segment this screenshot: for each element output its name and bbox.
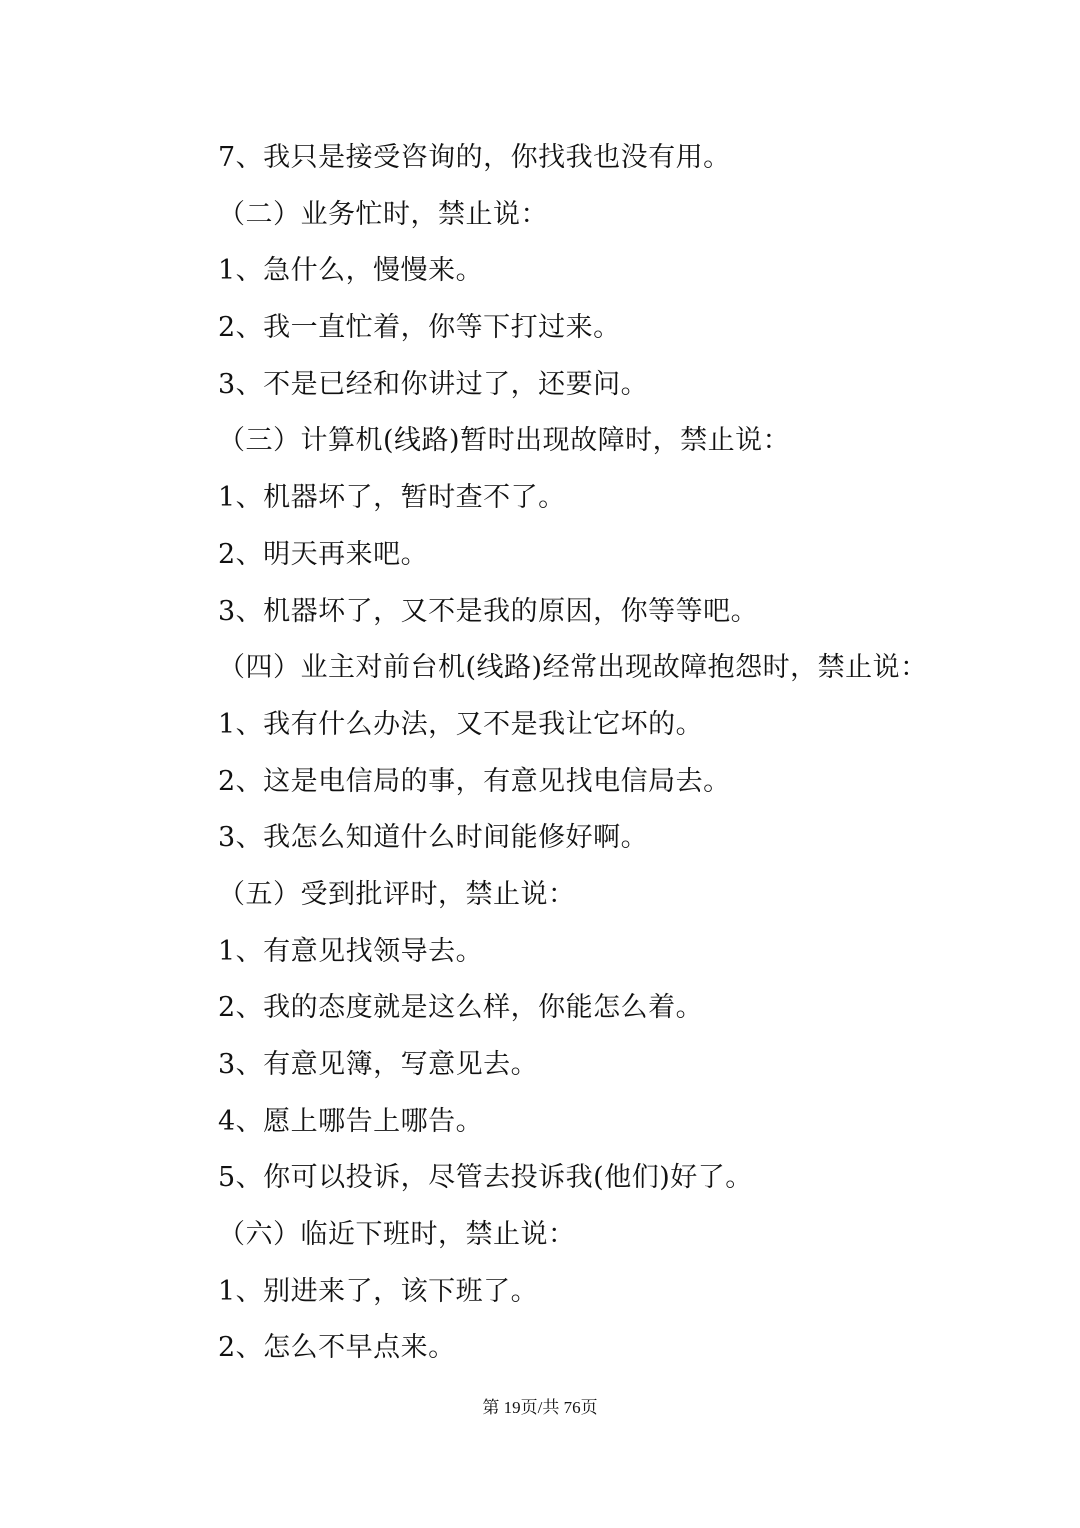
section-heading: （五）受到批评时，禁止说： xyxy=(218,878,576,910)
page-number-footer: 第 19页/共 76页 xyxy=(482,1398,598,1417)
section-heading: （三）计算机(线路)暂时出现故障时，禁止说： xyxy=(218,425,791,457)
list-item: 2、这是电信局的事，有意见找电信局去。 xyxy=(218,765,731,797)
section-heading: （四）业主对前台机(线路)经常出现故障抱怨时，禁止说： xyxy=(218,652,928,684)
list-item: 1、急什么，慢慢来。 xyxy=(218,255,484,287)
list-item: 2、我一直忙着，你等下打过来。 xyxy=(218,312,621,344)
list-item: 3、我怎么知道什么时间能修好啊。 xyxy=(218,822,649,854)
list-item: 3、有意见簿，写意见去。 xyxy=(218,1049,539,1080)
section-heading: （六）临近下班时，禁止说： xyxy=(218,1219,576,1251)
list-item: 3、机器坏了，又不是我的原因，你等等吧。 xyxy=(218,595,759,627)
list-item: 2、怎么不早点来。 xyxy=(218,1332,456,1364)
list-item: 1、有意见找领导去。 xyxy=(218,935,484,967)
list-item: 4、愿上哪告上哪告。 xyxy=(218,1105,484,1137)
list-item: 7、我只是接受咨询的，你找我也没有用。 xyxy=(218,142,731,173)
list-item: 3、不是已经和你讲过了，还要问。 xyxy=(218,368,649,400)
list-item: 2、明天再来吧。 xyxy=(218,538,429,570)
list-item: 2、我的态度就是这么样，你能怎么着。 xyxy=(218,992,704,1024)
list-item: 1、机器坏了，暂时查不了。 xyxy=(218,482,566,514)
section-heading: （二）业务忙时，禁止说： xyxy=(218,198,548,230)
list-item: 1、我有什么办法，又不是我让它坏的。 xyxy=(218,708,704,740)
list-item: 1、别进来了，该下班了。 xyxy=(218,1275,539,1307)
page-body xyxy=(218,130,958,1377)
list-item: 5、你可以投诉，尽管去投诉我(他们)好了。 xyxy=(218,1162,753,1194)
